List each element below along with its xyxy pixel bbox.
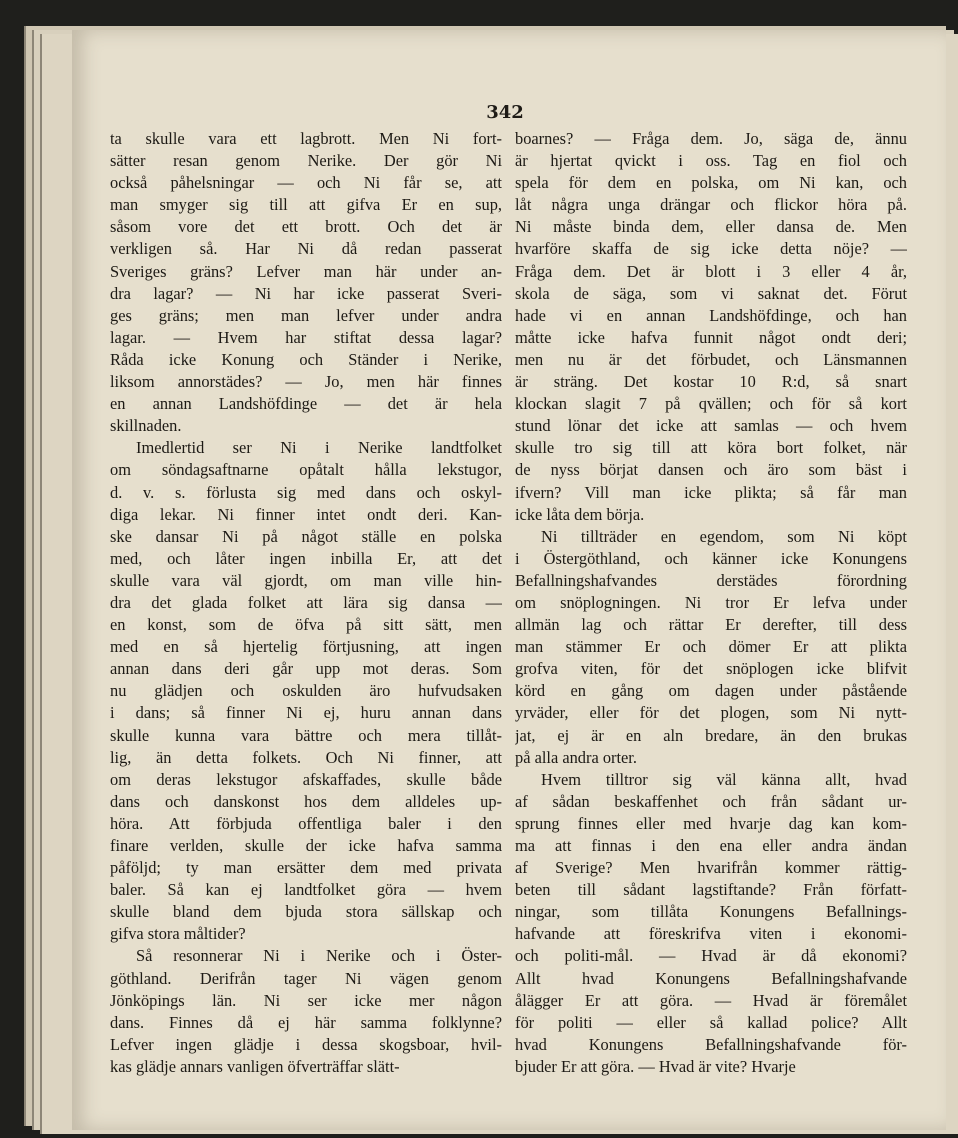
text-line: jat, ej är en aln bredare, än den brukas — [515, 725, 907, 745]
text-line: Ni måste binda dem, eller dansa de. Men — [515, 217, 907, 237]
text-line: såsom vore det ett brott. Och det är — [110, 217, 502, 237]
text-line: af Sverige? Men hvarifrån kommer rättig- — [515, 858, 907, 878]
text-line: med en så hjertelig förtjusning, att ingen — [110, 637, 502, 657]
text-line: hvarföre skaffa de sig icke detta nöje? — — [515, 239, 907, 259]
text-line: lagar. — Hvem har stiftat dessa lagar? — [110, 327, 502, 347]
text-line: är hjertat qvickt i oss. Tag en fiol och — [515, 151, 907, 171]
text-line: måtte icke hafva funnit något ondt deri; — [515, 327, 907, 347]
text-line: Fråga dem. Det är blott i 3 eller 4 år, — [515, 261, 907, 281]
text-line: hafvande att föreskrifva viten i ekonomi- — [515, 924, 907, 944]
text-line: på alla andra orter. — [515, 747, 637, 767]
text-line: dra det glada folket att lära sig dansa — — [110, 592, 502, 612]
text-line: en annan Landshöfdinge — det är hela — [110, 394, 502, 414]
text-line: och politi-mål. — Hvad är då ekonomi? — [515, 946, 907, 966]
text-line: kas glädje annars vanligen öfverträffar slätt- — [110, 1056, 400, 1076]
text-line: körd en gång om dagen under påstående — [515, 681, 907, 701]
text-line: skulle bland dem bjuda stora sällskap och — [110, 902, 502, 922]
text-line: ifvern? Vill man icke plikta; så får man — [515, 482, 907, 502]
text-line: spela för dem en polska, om Ni kan, och — [515, 173, 907, 193]
text-line: nu glädjen och oskulden äro hufvudsaken — [110, 681, 502, 701]
text-line: allmän lag och rättar Er derefter, till dess — [515, 615, 907, 635]
text-line: Ni tillträder en egendom, som Ni köpt — [541, 526, 907, 546]
text-line: lig, än detta folkets. Och Ni finner, att — [110, 747, 502, 767]
text-line: sätter resan genom Nerike. Der gör Ni — [110, 151, 502, 171]
text-line: Befallningshafvandes derstädes förordning — [515, 570, 907, 590]
text-line: beten till sådant lagstiftande? Från författ- — [515, 880, 907, 900]
text-line: för politi — eller så kallad police? Allt — [515, 1012, 907, 1032]
text-line: om söndagsaftnarne opåtalt hålla lekstugor, — [110, 460, 502, 480]
text-line: i Östergöthland, och känner icke Konungens — [515, 548, 907, 568]
text-line: gifva stora måltider? — [110, 924, 246, 944]
text-line: klockan slagit 7 på qvällen; och för så kort — [515, 394, 907, 414]
text-line: verkligen så. Har Ni då redan passerat — [110, 239, 502, 259]
text-line: göthland. Derifrån tager Ni vägen genom — [110, 968, 502, 988]
text-line: stund lönar det icke att samlas — och hvem — [515, 416, 907, 436]
text-line: ske dansar Ni på något ställe en polska — [110, 526, 502, 546]
text-line: yrväder, eller för det plogen, som Ni nytt- — [515, 703, 907, 723]
text-line: bjuder Er att göra. — Hvad är vite? Hvarje — [515, 1056, 796, 1076]
text-line: boarnes? — Fråga dem. Jo, säga de, ännu — [515, 129, 907, 148]
text-line: en konst, som de öfva på sitt sätt, men — [110, 615, 502, 635]
text-line: Sveriges gräns? Lefver man här under an- — [110, 261, 502, 281]
text-line: skulle vara väl gjordt, om man ville hin- — [110, 570, 502, 590]
text-line: ålägger Er att göra. — Hvad är föremålet — [515, 990, 907, 1010]
text-line: Imedlertid ser Ni i Nerike landtfolket — [136, 438, 502, 458]
page-number: 342 — [486, 102, 524, 123]
left-text-column — [110, 128, 502, 1078]
text-line: är sträng. Det kostar 10 R:d, så snart — [515, 372, 907, 392]
text-line: dans. Finnes då ej här samma folklynne? — [110, 1012, 502, 1032]
text-line: baler. Så kan ej landtfolket göra — hvem — [110, 880, 502, 900]
text-line: ta skulle vara ett lagbrott. Men Ni fort- — [110, 129, 502, 148]
text-line: Så resonnerar Ni i Nerike och i Öster- — [136, 946, 502, 966]
text-line: skillnaden. — [110, 416, 182, 436]
text-line: dra lagar? — Ni har icke passerat Sveri- — [110, 283, 502, 303]
text-line: Jönköpings län. Ni ser icke mer någon — [110, 990, 502, 1010]
text-line: skulle kunna vara bättre och mera tillåt- — [110, 725, 502, 745]
text-line: ningar, som tillåta Konungens Befallnings- — [515, 902, 907, 922]
text-line: med, och låter ingen inbilla Er, att det — [110, 548, 502, 568]
text-line: annan dans deri går upp mot deras. Som — [110, 659, 502, 679]
text-line: Lefver ingen glädje i dessa skogsboar, hvil- — [110, 1034, 502, 1054]
text-line: man smyger sig till att gifva Er en sup, — [110, 195, 502, 215]
text-line: höra. Att förbjuda offentliga baler i den — [110, 813, 502, 833]
text-line: Hvem tilltror sig väl känna allt, hvad — [541, 769, 907, 789]
text-line: Allt hvad Konungens Befallningshafvande — [515, 968, 907, 988]
text-line: hvad Konungens Befallningshafvande för- — [515, 1034, 907, 1054]
text-line: dans och danskonst hos dem alldeles up- — [110, 791, 502, 811]
text-line: af sådan beskaffenhet och från sådant ur- — [515, 791, 907, 811]
text-line: låt några unga drängar och flickor höra på. — [515, 195, 907, 215]
text-line: grofva viten, för det snöplogen icke blifvit — [515, 659, 907, 679]
text-line: skola de säga, som vi saknat det. Förut — [515, 283, 907, 303]
text-line: skulle tro sig till att köra bort folket, när — [515, 438, 907, 458]
text-line: de nyss börjat dansen och äro som bäst i — [515, 460, 907, 480]
right-text-column — [515, 128, 907, 1078]
text-line: påföljd; ty man ersätter dem med privata — [110, 858, 502, 878]
text-line: man stämmer Er och dömer Er att plikta — [515, 637, 907, 657]
text-line: ma att finnas i den ena eller andra ändan — [515, 836, 907, 855]
text-line: också påhelsningar — och Ni får se, att — [110, 173, 502, 193]
text-line: om deras lekstugor afskaffades, skulle både — [110, 769, 502, 789]
text-line: men nu är det förbudet, och Länsmannen — [515, 349, 907, 369]
text-line: i dans; så finner Ni ej, huru annan dans — [110, 703, 502, 723]
text-line: icke låta dem börja. — [515, 504, 645, 524]
text-line: d. v. s. förlusta sig med dans och oskyl- — [110, 482, 502, 502]
text-line: hade vi en annan Landshöfdinge, och han — [515, 305, 907, 325]
text-line: liksom annorstädes? — Jo, men här finnes — [110, 372, 502, 392]
text-line: Råda icke Konung och Ständer i Nerike, — [110, 349, 502, 369]
text-line: ges gräns; men man lefver under andra — [110, 305, 502, 325]
text-line: diga lekar. Ni finner intet ondt deri. Kan- — [110, 504, 502, 524]
text-line: finare verlden, skulle der icke hafva samma — [110, 836, 502, 855]
text-line: om snöplogningen. Ni tror Er lefva under — [515, 592, 907, 612]
text-line: sprung finnes eller med hvarje dag kan kom- — [515, 813, 907, 833]
